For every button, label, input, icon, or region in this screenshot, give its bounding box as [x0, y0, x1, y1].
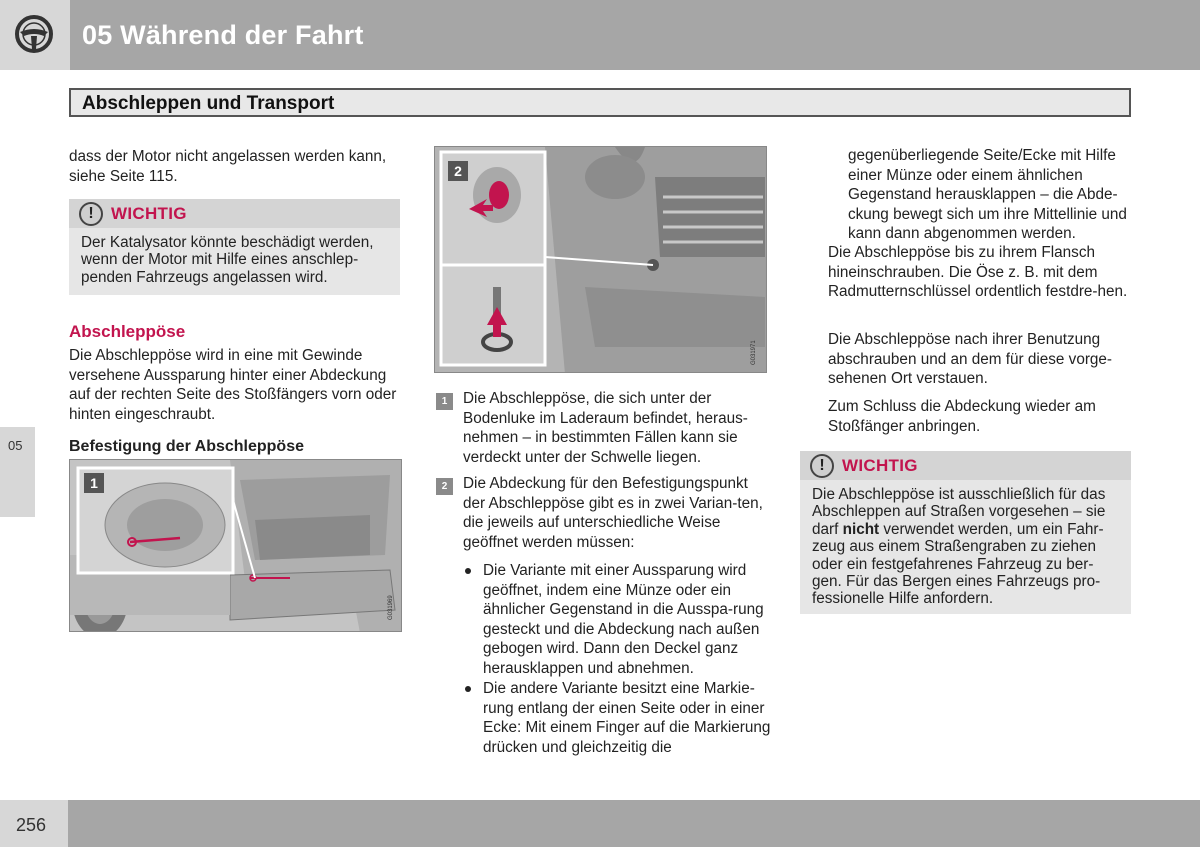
section-title-box — [69, 88, 1131, 117]
step1-badge: 1 — [436, 393, 453, 410]
warning-box-catalyst — [69, 199, 400, 295]
header-icon-box — [0, 0, 68, 70]
warning-title: WICHTIG — [842, 456, 918, 475]
subheading-abschleppoese: Abschleppöse — [69, 322, 186, 341]
image1-code: G031969 — [388, 595, 394, 620]
image2-badge: 2 — [448, 161, 468, 181]
bullet-text: Die Variante mit einer Aussparung wird geöffnet, indem eine Münze oder ein ähnlicher Gegenstand in die Ausspa-rung gesteckt und die Abdeckung nach außen gebogen wird. Dann den Deckel ganz herausklappen und abnehmen. — [483, 562, 764, 677]
bullet-dot — [465, 568, 471, 574]
abschleppoese-paragraph: Die Abschleppöse wird in eine mit Gewinde versehene Aussparung hinter einer Abdeckung auf der rechten Seite des Stoßfängers vorn oder hinten eingeschraubt. — [69, 347, 397, 423]
warning-header — [69, 199, 400, 228]
fixing-heading: Befestigung der Abschleppöse — [69, 438, 304, 455]
steering-wheel-icon — [14, 14, 54, 54]
chapter-side-tab — [0, 427, 35, 517]
store-text: Die Abschleppöse nach ihrer Benutzung abschrauben und an dem für diese vorge-sehenen Ort verstauen. — [828, 331, 1113, 388]
warning-title: WICHTIG — [111, 204, 187, 223]
bumper-drawing — [435, 147, 767, 373]
step1-text: Die Abschleppöse, die sich unter der Bodenluke im Laderaum befindet, heraus-nehmen – in bestimmten Fällen kann sie verdeckt unter der Schwelle liegen. — [463, 390, 748, 466]
section-title: Abschleppen und Transport — [82, 93, 335, 114]
warning-body-start: Die Abschleppöse ist ausschließlich für das Abschleppen auf Straßen vorgesehen – sie darf — [812, 486, 1106, 538]
warning-body-emphasis: nicht — [842, 520, 880, 538]
warning-icon — [79, 202, 103, 226]
warning-body — [812, 486, 1121, 608]
continuation-text: gegenüberliegende Seite/Ecke mit Hilfe einer Münze oder einem ähnlichen Gegenstand herausklappen – die Abde-ckung bewegt sich um ihre Mittellinie und kann dann abgenommen werden. — [848, 147, 1127, 243]
image1-badge: 1 — [84, 473, 104, 493]
bullet-text: Die andere Variante besitzt eine Markie-rung entlang der einen Seite oder in einer Ecke: Mit einem Finger auf die Markierung drücken und gleichzeitig die — [483, 680, 771, 756]
screw-in-text: Die Abschleppöse bis zu ihrem Flansch hineinschrauben. Die Öse z. B. mit dem Radmutternschlüssel ordentlich festdre-hen. — [828, 244, 1128, 301]
warning-body-end: verwendet werden, um ein Fahr-zeug aus einem Straßengraben zu ziehen oder ein festgefahrenes Fahrzeug zu ber-gen. Für das Bergen eines Fahrzeugs pro-fessionelle Hilfe anfordern. — [812, 520, 1104, 608]
bullet-dot — [465, 686, 471, 692]
footer-dark-bar — [68, 800, 1200, 847]
reattach-text: Zum Schluss die Abdeckung wieder am Stoßfänger anbringen. — [828, 398, 1096, 435]
trunk-drawing — [70, 460, 402, 632]
step2-text: Die Abdeckung für den Befestigungspunkt der Abschleppöse gibt es in zwei Varian-ten, die jeweils auf unterschiedliche Weise geöffnet werden müssen: — [463, 475, 763, 551]
warning-header — [800, 451, 1131, 480]
intro-text: dass der Motor nicht angelassen werden kann, siehe Seite 115. — [69, 148, 387, 185]
warning-icon — [810, 454, 834, 478]
bullet-item — [483, 561, 773, 679]
bullet-item — [483, 679, 773, 757]
chapter-title: 05 Während der Fahrt — [82, 20, 364, 50]
step2-badge: 2 — [436, 478, 453, 495]
side-tab-label: 05 — [8, 438, 23, 453]
bumper-illustration — [434, 146, 767, 373]
image2-code: G031971 — [751, 340, 757, 365]
warning-body: Der Katalysator könnte beschädigt werden, wenn der Motor mit Hilfe eines anschlep-penden Fahrzeugs angelassen wird. — [81, 234, 374, 286]
trunk-illustration — [69, 459, 402, 632]
page-number: 256 — [16, 815, 47, 835]
warning-box-towing — [800, 451, 1131, 614]
